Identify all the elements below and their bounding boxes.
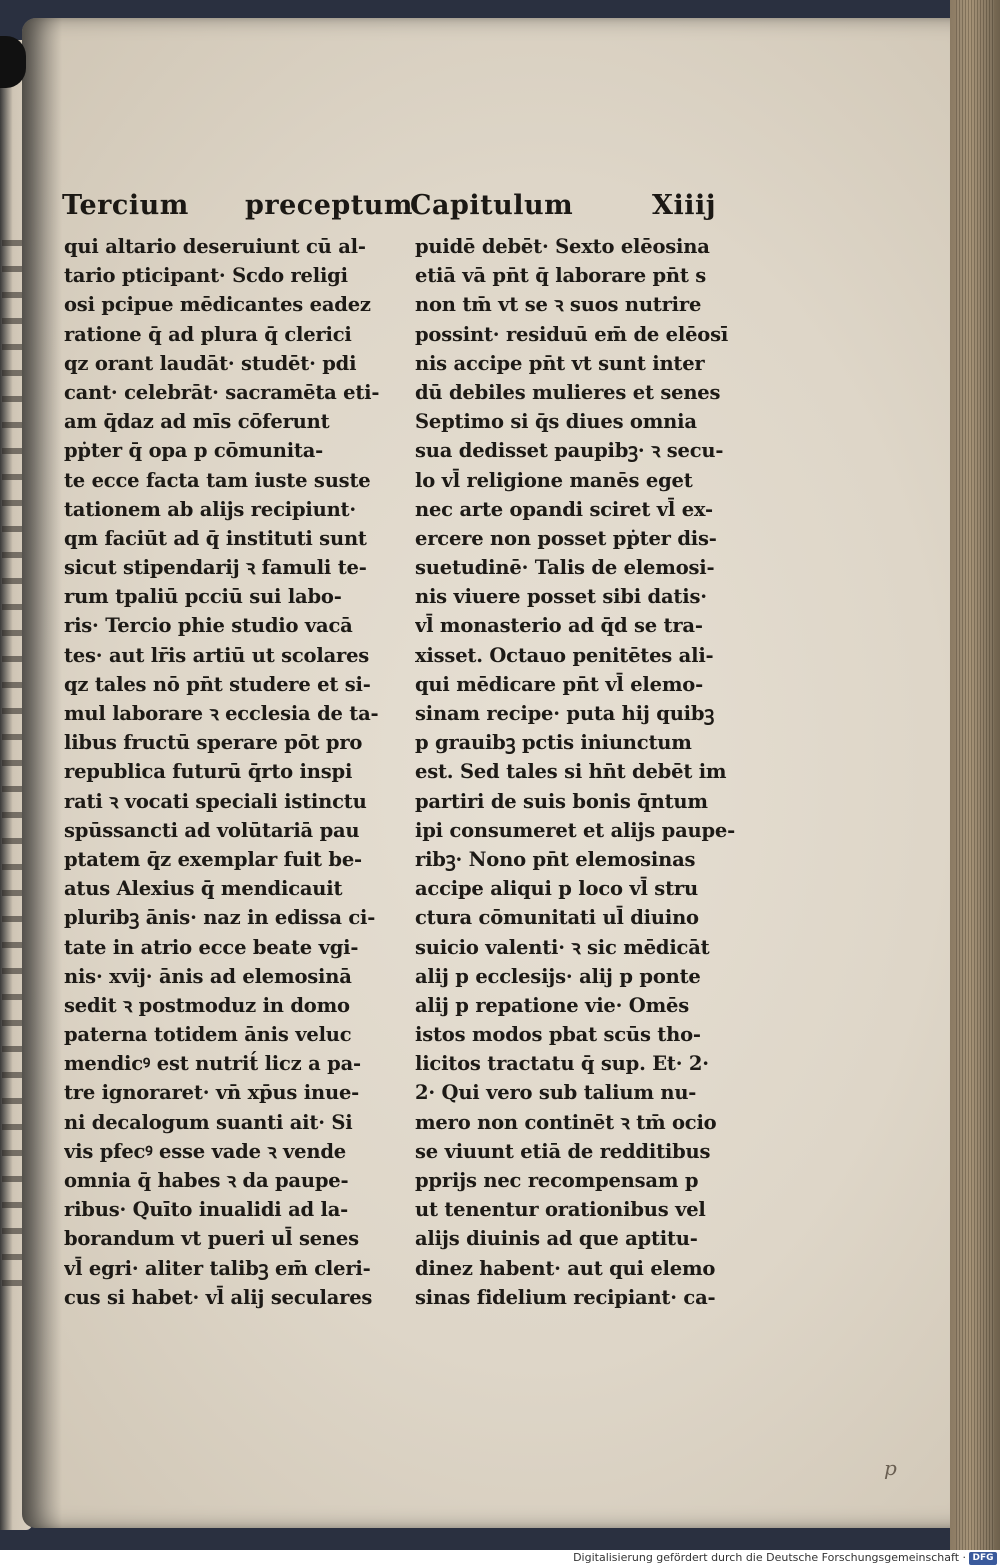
left-text-column [64, 232, 382, 1312]
header-center-word: preceptum [245, 190, 413, 221]
text-line: p grauibꝫ pctis iniunctum [415, 731, 692, 755]
text-line: libus fructū sperare pōt pro [64, 731, 363, 755]
text-line: borandum vt pueri ul̄ senes [64, 1227, 359, 1251]
text-line: mul laborare ꝛ ecclesia de ta- [64, 702, 379, 725]
text-line: vis pfecꝰ esse vade ꝛ vende [64, 1139, 346, 1163]
text-line: istos modos pbat scūs tho- [415, 1023, 701, 1047]
header-right-word: Capitulum [410, 190, 574, 221]
text-line: te ecce facta tam iuste suste [64, 468, 371, 492]
dfg-logo: DFG [969, 1552, 997, 1565]
text-line: sua dedisset paupibꝫ· ꝛ secu- [415, 439, 724, 463]
text-line: Septimo si q̄s diues omnia [415, 410, 697, 434]
text-line: vl̄ egri· aliter talibꝫ em̄ cleri- [64, 1256, 371, 1280]
header-left-word: Tercium [62, 190, 189, 221]
text-line: possint· residuū em̄ de elēosī [415, 322, 729, 346]
folio-number: Xiiij [652, 190, 716, 221]
text-line: lo vl̄ religione manēs eget [415, 468, 693, 492]
text-line: nec arte opandi sciret vl̄ ex- [415, 497, 713, 521]
text-line: cant· celebrāt· sacramēta eti- [64, 380, 380, 404]
text-line: mendicꝰ est nutrit́ licz a pa- [64, 1052, 361, 1076]
text-line: am q̄daz ad mīs cōferunt [64, 410, 330, 434]
text-line: non tm̄ vt se ꝛ suos nutrire [415, 293, 702, 317]
text-line: se viuunt etiā de redditibus [415, 1139, 711, 1163]
text-line: tes· aut lr̄is artiū ut scolares [64, 643, 370, 667]
text-line: sedit ꝛ postmoduz in domo [64, 993, 350, 1017]
running-header [0, 190, 1000, 230]
fore-edge [950, 0, 1000, 1550]
text-line: ptatem q̄z exemplar fuit be- [64, 847, 362, 871]
text-line: rati ꝛ vocati speciali istinctu [64, 789, 367, 813]
text-line: ribus· Quīto inualidi ad la- [64, 1198, 349, 1222]
text-line: osi pcipue mēdicantes eadez [64, 293, 371, 317]
text-line: mero non continēt ꝛ tm̄ ocio [415, 1110, 717, 1134]
text-line: tario pticipant· Scdo religi [64, 264, 348, 288]
text-line: rum tpaliū pcciū sui labo- [64, 585, 342, 609]
right-text-column [415, 232, 745, 1312]
text-line: etiā vā pn̄t q̄ laborare pn̄t s [415, 264, 707, 288]
text-line: ris· Tercio phie studio vacā [64, 614, 353, 638]
text-line: ni decalogum suanti ait· Si [64, 1110, 353, 1134]
gutter-shadow [22, 18, 62, 1528]
text-line: tre ignoraret· vn̄ xp̄us inue- [64, 1081, 360, 1105]
text-line: ipi consumeret et alijs paupe- [415, 818, 736, 842]
text-line: qz orant laudāt· studēt· pdi [64, 351, 357, 375]
text-line: nis accipe pn̄t vt sunt inter [415, 351, 705, 375]
text-line: dū debiles mulieres et senes [415, 380, 721, 404]
text-line: vl̄ monasterio ad q̄d se tra- [415, 614, 703, 638]
text-line: tationem ab alijs recipiunt· [64, 497, 356, 521]
text-line: nis· xvij· ānis ad elemosinā [64, 964, 352, 988]
text-line: tate in atrio ecce beate vgi- [64, 935, 359, 959]
text-line: sinas fidelium recipiant· ca- [415, 1285, 716, 1309]
text-line: qz tales nō pn̄t studere et si- [64, 672, 371, 696]
text-line: paterna totidem ānis veluc [64, 1023, 352, 1047]
text-line: ctura cōmunitati ul̄ diuino [415, 906, 699, 930]
text-line: qui altario deseruiunt cū al- [64, 235, 366, 258]
text-line: republica futurū q̄rto inspi [64, 760, 353, 784]
text-line: puidē debēt· Sexto elēosina [415, 235, 710, 258]
funding-credit: Digitalisierung gefördert durch die Deutsche Forschungsgemeinschaft · [573, 1551, 966, 1564]
text-line: licitos tractatu q̄ sup. Et· 2· [415, 1052, 709, 1076]
text-line: alij p repatione vie· Omēs [415, 993, 689, 1017]
text-line: 2· Qui vero sub talium nu- [415, 1081, 697, 1105]
text-line: qm faciūt ad q̄ instituti sunt [64, 526, 367, 550]
margin-note: p [884, 1456, 897, 1480]
text-line: atus Alexius q̄ mendicauit [64, 877, 343, 901]
text-line: ut tenentur orationibus vel [415, 1198, 706, 1222]
text-line: sicut stipendarij ꝛ famuli te- [64, 556, 367, 580]
text-line: ribꝫ· Nono pn̄t elemosinas [415, 847, 696, 871]
text-line: nis viuere posset sibi datis· [415, 585, 707, 609]
text-line: alijs diuinis ad que aptitu- [415, 1227, 698, 1251]
text-line: sinam recipe· puta hij quibꝫ [415, 702, 715, 725]
text-line: dinez habent· aut qui elemo [415, 1256, 716, 1280]
text-line: pprijs nec recompensam p [415, 1169, 699, 1192]
text-line: qui mēdicare pn̄t vl̄ elemo- [415, 672, 703, 696]
text-line: cus si habet· vl̄ alij seculares [64, 1285, 373, 1309]
text-line: partiri de suis bonis q̄ntum [415, 789, 708, 813]
text-line: accipe aliqui p loco vl̄ stru [415, 877, 698, 901]
text-line: ercere non posset pṗter dis- [415, 526, 717, 550]
text-line: xisset. Octauo penitētes ali- [415, 643, 714, 667]
text-line: alij p ecclesijs· alij p ponte [415, 964, 701, 988]
text-line: omnia q̄ habes ꝛ da paupe- [64, 1169, 349, 1192]
text-line: pluribꝫ ānis· naz in edissa ci- [64, 906, 376, 930]
text-line: est. Sed tales si hn̄t debēt im [415, 760, 727, 784]
footer-bar [0, 1550, 1000, 1567]
text-line: suicio valenti· ꝛ sic mēdicāt [415, 935, 710, 959]
text-line: ratione q̄ ad plura q̄ clerici [64, 322, 352, 346]
text-line: pṗter q̄ opa p cōmunita- [64, 439, 324, 463]
text-line: suetudinē· Talis de elemosi- [415, 556, 715, 580]
text-line: spūssancti ad volūtariā pau [64, 818, 360, 842]
